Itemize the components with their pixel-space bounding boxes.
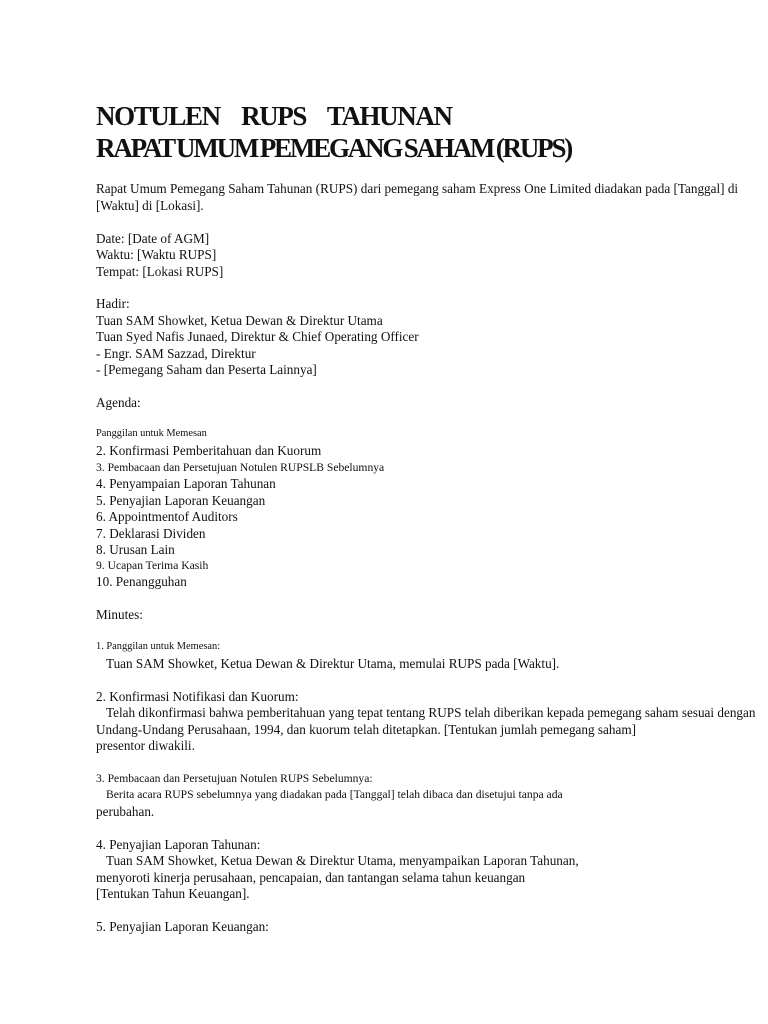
document-subtitle: RAPAT UMUM PEMEGANG SAHAM (RUPS)	[96, 133, 572, 163]
minutes-4-heading: 4. Penyajian Laporan Tahunan:	[96, 837, 261, 852]
minutes-4-line: menyoroti kinerja perusahaan, pencapaian, dan tantangan selama tahun keuangan	[96, 870, 526, 885]
agenda-item: Panggilan untuk Memesan	[96, 428, 207, 439]
minutes-4-line: Tuan SAM Showket, Ketua Dewan & Direktur Utama, menyampaikan Laporan Tahunan,	[106, 853, 579, 868]
intro-line-2: [Waktu] di [Lokasi].	[96, 198, 204, 213]
document-title: NOTULEN RUPS TAHUNAN	[96, 101, 452, 131]
minutes-3-line: perubahan.	[96, 804, 155, 819]
agenda-item: 9. Ucapan Terima Kasih	[96, 559, 209, 572]
agenda-item: 8. Urusan Lain	[96, 542, 175, 557]
minutes-2-line: Undang-Undang Perusahaan, 1994, dan kuorum telah ditetapkan. [Tentukan jumlah pemegang saham]	[96, 722, 636, 737]
attendee: - [Pemegang Saham dan Peserta Lainnya]	[96, 362, 317, 377]
attendee: Tuan Syed Nafis Junaed, Direktur & Chief Operating Officer	[96, 329, 419, 344]
agenda-item: 7. Deklarasi Dividen	[96, 526, 206, 541]
agenda-heading: Agenda:	[96, 395, 141, 410]
minutes-3-heading: 3. Pembacaan dan Persetujuan Notulen RUPS Sebelumnya:	[96, 772, 373, 785]
intro-line-1: Rapat Umum Pemegang Saham Tahunan (RUPS) dari pemegang saham Express One Limited diadakan pada [Tanggal] di	[96, 181, 739, 196]
minutes-heading: Minutes:	[96, 607, 143, 622]
minutes-2-line: presentor diwakili.	[96, 738, 195, 753]
minutes-4-line: [Tentukan Tahun Keuangan].	[96, 886, 250, 901]
minutes-1-body: Tuan SAM Showket, Ketua Dewan & Direktur Utama, memulai RUPS pada [Waktu].	[106, 656, 560, 671]
agenda-item: 6. Appointmentof Auditors	[96, 509, 238, 524]
minutes-2-line: Telah dikonfirmasi bahwa pemberitahuan yang tepat tentang RUPS telah diberikan kepada pemegang saham sesuai dengan	[106, 705, 756, 720]
meeting-date: Date: [Date of AGM]	[96, 231, 210, 246]
agenda-item: 5. Penyajian Laporan Keuangan	[96, 493, 266, 508]
attendee: - Engr. SAM Sazzad, Direktur	[96, 346, 256, 361]
attendee: Tuan SAM Showket, Ketua Dewan & Direktur Utama	[96, 313, 383, 328]
minutes-1-heading: 1. Panggilan untuk Memesan:	[96, 641, 221, 652]
minutes-2-heading: 2. Konfirmasi Notifikasi dan Kuorum:	[96, 689, 299, 704]
meeting-time: Waktu: [Waktu RUPS]	[96, 247, 217, 262]
minutes-5-heading: 5. Penyajian Laporan Keuangan:	[96, 919, 269, 934]
minutes-3-line: Berita acara RUPS sebelumnya yang diadakan pada [Tanggal] telah dibaca dan disetujui tanpa ada	[106, 788, 563, 801]
agenda-item: 10. Penangguhan	[96, 574, 187, 589]
agenda-item: 4. Penyampaian Laporan Tahunan	[96, 476, 276, 491]
meeting-place: Tempat: [Lokasi RUPS]	[96, 264, 224, 279]
agenda-item: 3. Pembacaan dan Persetujuan Notulen RUPSLB Sebelumnya	[96, 461, 385, 474]
agenda-item: 2. Konfirmasi Pemberitahuan dan Kuorum	[96, 443, 322, 458]
attendance-heading: Hadir:	[96, 296, 130, 311]
